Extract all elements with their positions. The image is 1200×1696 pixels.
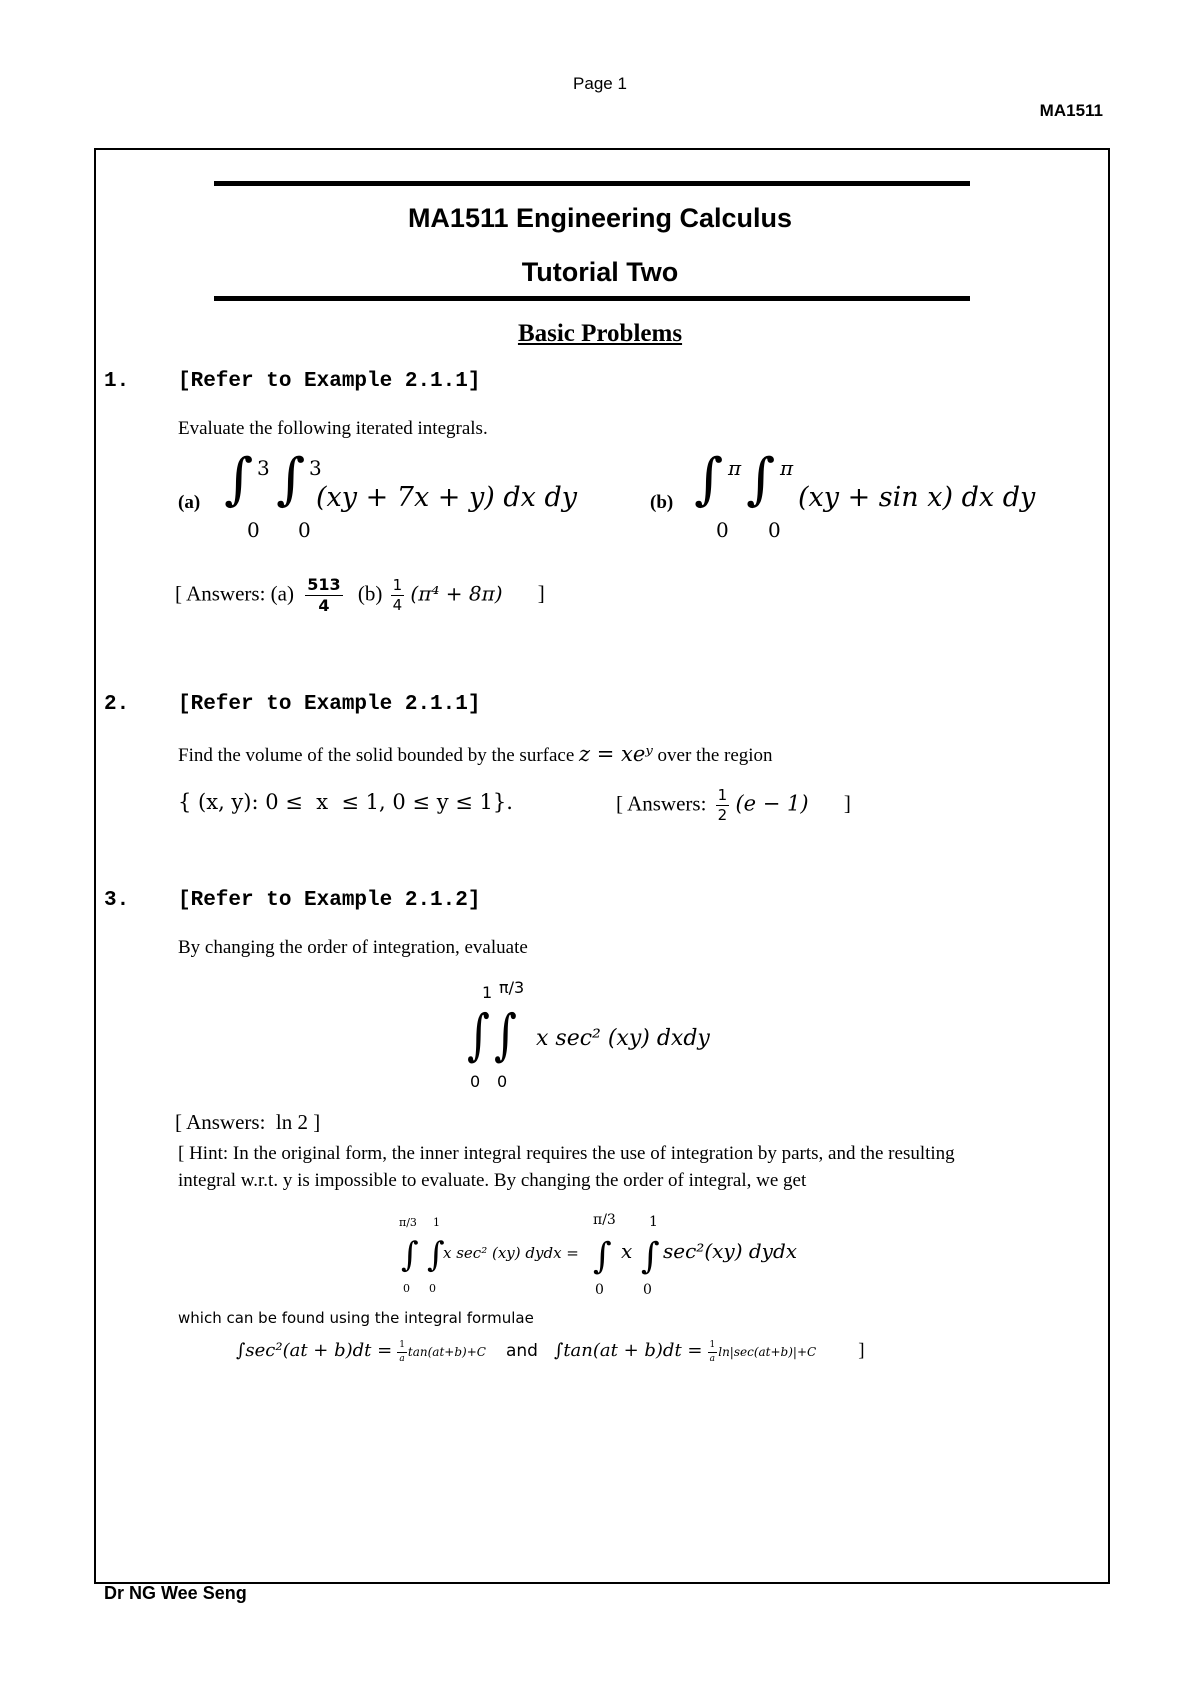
q3-formula2-denominator: a xyxy=(709,1353,716,1364)
author-name: Dr NG Wee Seng xyxy=(104,1583,247,1603)
q1a-upper-limit-inner: 3 xyxy=(309,456,322,480)
q2-region: { (x, y): 0 ≤ x ≤ 1, 0 ≤ y ≤ 1}. xyxy=(178,790,513,814)
q3-reference: [Refer to Example 2.1.2] xyxy=(178,889,481,912)
q3-hint-left-outer-upper: π/3 xyxy=(399,1216,417,1229)
q3-inner-lower-limit: 0 xyxy=(497,1072,508,1091)
q1-answer-a-numerator: 513 xyxy=(307,575,341,594)
q3-formula2-right: ln|sec(at+b)|+C xyxy=(718,1345,817,1359)
title-rule-top xyxy=(214,181,970,186)
q3-formula1-right: tan(at+b)+C xyxy=(407,1345,486,1359)
q3-hint-left-integral-inner: ∫ xyxy=(427,1235,445,1275)
q3-formula-and: and xyxy=(505,1341,538,1361)
q3-formulae-intro: which can be found using the integral formulae xyxy=(178,1309,534,1327)
q3-inner-upper-limit: π/3 xyxy=(499,978,525,997)
content-frame xyxy=(94,148,1110,1584)
q2-answer-expression: (e − 1) xyxy=(735,791,809,816)
q3-formula1-left: ∫sec²(at + b)dt = xyxy=(236,1340,393,1361)
q2-answer-denominator: 2 xyxy=(717,806,728,824)
q3-formula2-fraction xyxy=(708,1341,718,1364)
q1a-integrand: (xy + 7x + y) dx dy xyxy=(316,482,577,513)
q1a-label: (a) xyxy=(178,492,201,513)
q1-number: 1. xyxy=(104,370,130,393)
q1b-upper-limit-outer: π xyxy=(728,456,742,480)
q1a-integral-sign-inner: ∫ xyxy=(276,447,306,512)
q3-hint-right-outer-upper: π/3 xyxy=(593,1212,616,1228)
q1-answers-close: ] xyxy=(537,581,545,606)
q1-answer-a-fraction xyxy=(305,577,342,614)
q3-prompt: By changing the order of integration, evaluate xyxy=(178,937,528,958)
q3-integral-sign-outer: ∫ xyxy=(467,1003,490,1068)
q3-hint-right-inner-lower: 0 xyxy=(643,1282,652,1298)
q1b-upper-limit-inner: π xyxy=(780,456,794,480)
q2-answer-numerator: 1 xyxy=(717,786,728,804)
section-heading: Basic Problems xyxy=(517,320,683,347)
q3-hint-right-inner-upper: 1 xyxy=(649,1214,658,1230)
q3-hint-left-integrand: x sec² (xy) dydx = xyxy=(443,1244,579,1262)
q3-integrand: x sec² (xy) dxdy xyxy=(536,1026,710,1051)
q1-answers-prefix: [ Answers: (a) xyxy=(175,581,294,606)
q3-outer-upper-limit: 1 xyxy=(482,983,493,1002)
q3-formula2-left: ∫tan(at + b)dt = xyxy=(553,1340,703,1361)
q2-surface-equation: z = xeʸ xyxy=(579,742,653,766)
q3-hint-close: ] xyxy=(858,1340,865,1361)
q1a-integral-sign-outer: ∫ xyxy=(224,447,254,512)
q3-hint-left-inner-lower: 0 xyxy=(429,1282,436,1295)
q1b-label: (b) xyxy=(650,492,674,513)
q1-answers xyxy=(175,577,545,614)
q3-hint-left-integral-outer: ∫ xyxy=(401,1235,419,1275)
q2-number: 2. xyxy=(104,693,130,716)
q1a-lower-limit-inner: 0 xyxy=(298,518,311,542)
q3-answer: [ Answers: ln 2 ] xyxy=(175,1110,321,1134)
q2-prompt xyxy=(178,742,773,767)
q1-answer-a-denominator: 4 xyxy=(318,596,330,615)
q1-prompt: Evaluate the following iterated integrals. xyxy=(178,418,488,439)
q3-hint-left-inner-upper: 1 xyxy=(433,1216,440,1229)
document-subtitle: Tutorial Two xyxy=(521,257,679,287)
document-title: MA1511 Engineering Calculus xyxy=(407,203,793,233)
q3-hint-line1: [ Hint: In the original form, the inner integral requires the use of integration by parts, and the resulting xyxy=(178,1143,955,1164)
q1-answer-b-expression: (π⁴ + 8π) xyxy=(410,581,503,606)
q2-answers-prefix: [ Answers: xyxy=(616,791,707,816)
q3-hint-equation xyxy=(395,1212,835,1298)
page-number: Page 1 xyxy=(573,74,627,93)
q2-answers-close: ] xyxy=(843,791,851,816)
q2-answers xyxy=(616,788,851,823)
q3-hint-right-x: x xyxy=(621,1239,633,1263)
q3-formula2-numerator: 1 xyxy=(708,1341,718,1353)
q3-integral-sign-inner: ∫ xyxy=(494,1003,517,1068)
q3-hint-right-integral-inner: ∫ xyxy=(641,1236,660,1277)
q2-answer-fraction xyxy=(716,788,730,823)
course-code: MA1511 xyxy=(1039,101,1103,120)
q1a-lower-limit-outer: 0 xyxy=(247,518,260,542)
title-rule-bottom xyxy=(214,296,970,301)
q3-number: 3. xyxy=(104,889,130,912)
q3-formula1-denominator: a xyxy=(399,1353,405,1364)
q1-answer-b-denominator: 4 xyxy=(392,596,403,614)
q3-formula1-numerator: 1 xyxy=(397,1341,407,1353)
q3-formula1-fraction xyxy=(397,1341,407,1364)
q3-hint-right-outer-lower: 0 xyxy=(595,1282,604,1298)
q1b-lower-limit-outer: 0 xyxy=(716,518,729,542)
q2-reference: [Refer to Example 2.1.1] xyxy=(178,693,481,716)
q3-hint-left-outer-lower: 0 xyxy=(403,1282,410,1295)
q1-answer-b-label: (b) xyxy=(357,581,383,606)
q1b-integrand: (xy + sin x) dx dy xyxy=(798,482,1036,513)
q1b-lower-limit-inner: 0 xyxy=(768,518,781,542)
q2-prompt-before: Find the volume of the solid bounded by the surface xyxy=(178,745,575,766)
q3-hint-right-integral-outer: ∫ xyxy=(593,1236,612,1277)
q2-prompt-after: over the region xyxy=(657,745,773,766)
q1-reference: [Refer to Example 2.1.1] xyxy=(178,370,481,393)
q1-answer-b-numerator: 1 xyxy=(392,576,403,594)
q1b-integral-sign-inner: ∫ xyxy=(746,447,776,512)
q3-hint-right-integrand: sec²(xy) dydx xyxy=(663,1239,798,1263)
q3-hint-line2: integral w.r.t. y is impossible to evaluate. By changing the order of integral, we get xyxy=(178,1170,807,1191)
q1a-upper-limit-outer: 3 xyxy=(257,456,270,480)
q3-formulae xyxy=(236,1340,865,1364)
q3-outer-lower-limit: 0 xyxy=(470,1072,481,1091)
q1b-integral-sign-outer: ∫ xyxy=(694,447,724,512)
q1-answer-b-fraction xyxy=(391,578,405,613)
